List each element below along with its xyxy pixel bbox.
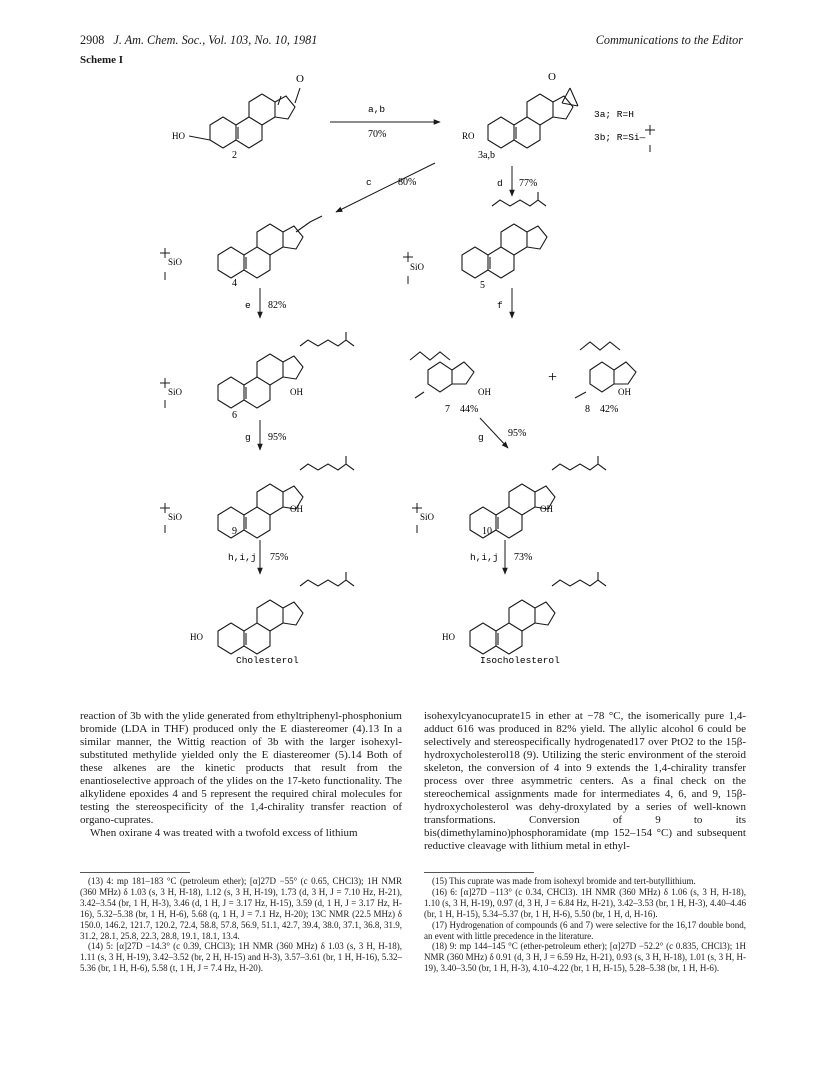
body-column-right bbox=[424, 710, 746, 854]
footnote-17: (17) Hydrogenation of compounds (6 and 7) were selective for the 16,17 double bond, an event with little precedence in the literature. bbox=[424, 919, 746, 941]
label-5: 5 bbox=[480, 280, 485, 291]
arrow-g-right-reagent: g bbox=[478, 432, 484, 443]
arrow-e-reagent: e bbox=[245, 300, 251, 311]
label-3a: 3a; R=H bbox=[594, 109, 634, 120]
arrow-g-left-yield: 95% bbox=[268, 432, 287, 443]
oh-label-7: OH bbox=[478, 387, 491, 397]
label-3b: 3b; R=Si— bbox=[594, 132, 646, 143]
scheme-title: Scheme I bbox=[80, 54, 124, 66]
body-paragraph: reaction of 3b with the ylide generated from ethyltriphenyl-phosphonium bromide (LDA in THF) produced only the E diastereomer (4).13 In a similar manner, the Wittig reaction of 3b with the larger isohexyl-substituted methylide yielded only the E diastereomer (5).14 Both of these alkenes are the kinetic products that result from the enantioselective approach of the ylides on the 17-keto functionality. The alkylidene epoxides 4 and 5 represent the required chiral molecules for testing the stereospecificity of the 1,4-chirality transfer reaction of organo-cuprates. bbox=[80, 710, 402, 827]
footnotes-right bbox=[424, 876, 746, 974]
arrow-hij-left-reagent: h,i,j bbox=[228, 552, 257, 563]
arrow-g-left-reagent: g bbox=[245, 432, 251, 443]
label-4: 4 bbox=[232, 278, 237, 289]
arrow-ab-yield: 70% bbox=[368, 129, 387, 140]
label-cholesterol: Cholesterol bbox=[236, 655, 299, 666]
footnote-18: (18) 9: mp 144–145 °C (ether-petroleum ether); [α]27D −52.2° (c 0.835, CHCl3); 1H NMR (360 MHz) δ 0.91 (d, 3 H, J = 6.59 Hz, H-21), 0.93 (s, 3 H, H-18), 1.01 (s, 3 H, H-19), 3.40–3.50 (br, 1 H, H-3), 4.10–4.22 (br, 1 H, H-15), 5.28–5.38 (br, 1 H, H-6). bbox=[424, 941, 746, 974]
sio-label-6: SiO bbox=[168, 387, 183, 397]
footnote-15: (15) This cuprate was made from isohexyl bromide and tert-butyllithium. bbox=[432, 876, 696, 886]
label-9: 9 bbox=[232, 526, 237, 537]
oh-label-9: OH bbox=[290, 504, 303, 514]
arrow-hij-right-reagent: h,i,j bbox=[470, 552, 499, 563]
oh-label-8: OH bbox=[618, 387, 631, 397]
arrow-c-reagent: c bbox=[366, 177, 372, 188]
label-7: 7 bbox=[445, 404, 450, 415]
compound-9-structure bbox=[160, 456, 354, 538]
arrow-c bbox=[336, 163, 435, 212]
arrow-g-right-yield: 95% bbox=[508, 428, 527, 439]
section-title: Communications to the Editor bbox=[595, 33, 743, 47]
body-column-left bbox=[80, 710, 402, 840]
oh-label-10: OH bbox=[540, 504, 553, 514]
compound-2-structure bbox=[172, 73, 304, 148]
compound-4-structure bbox=[160, 216, 322, 280]
arrow-f-reagent: f bbox=[497, 300, 503, 311]
body-paragraph: When oxirane 4 was treated with a twofold excess of lithium bbox=[90, 827, 358, 840]
sio-label-9: SiO bbox=[168, 512, 183, 522]
ho-label-chol: HO bbox=[190, 632, 203, 642]
compound-6-structure bbox=[160, 332, 354, 408]
label-10: 10 bbox=[482, 526, 492, 537]
compound-5-structure bbox=[403, 192, 547, 284]
footnote-rule-left bbox=[80, 872, 190, 873]
footnote-16: (16) 6: [α]27D −113° (c 0.34, CHCl3). 1H NMR (360 MHz) δ 1.06 (s, 3 H, H-18), 1.10 (s, 3 H, H-19), 0.97 (d, 3 H, J = 6.84 Hz, H-21), 3.42–3.53 (br, 1 H, H-3), 4.40–4.46 (br, 1 H, H-15), 5.34–5.37 (br, 1 H, H-6), 5.50 (br, 1 H, d, H-16). bbox=[424, 886, 746, 919]
body-paragraph: isohexylcyanocuprate15 in ether at −78 °C, the isomerically pure 1,4-adduct 616 was produced in 82% yield. The allylic alcohol 6 could be selectively and stereospecifically hydrogenated17 over PtO2 to the 15β-hydroxycholesterol18 (9). Utilizing the steric environment of the steroid skeleton, the conversion of 4 into 9 extends the 1,4-chirality transfer process over three asymmetric centers. As a final check on the stereochemical assignments made for intermediates 4, 6, and 9, 15β-hydroxycholesterol was dehy-droxylated by a series of well-known transformations. Conversion of 9 to its bis(dimethylamino)phosphoramidate (mp 152–154 °C) and subsequent reductive cleavage with lithium metal in ethyl- bbox=[424, 710, 746, 853]
sio-label-4: SiO bbox=[168, 257, 183, 267]
label-3ab: 3a,b bbox=[478, 150, 495, 161]
oxo-label-3: O bbox=[548, 71, 556, 83]
arrow-d-yield: 77% bbox=[519, 178, 538, 189]
journal-citation: J. Am. Chem. Soc., Vol. 103, No. 10, 1981 bbox=[113, 33, 318, 47]
isocholesterol-structure bbox=[442, 572, 606, 654]
ho-label: HO bbox=[172, 131, 185, 141]
compound-3ab-structure bbox=[462, 71, 578, 148]
footnote-13: (13) 4: mp 181–183 °C (petroleum ether); [α]27D −55° (c 0.65, CHCl3); 1H NMR (360 MHz) δ 1.03 (s, 3 H, H-18), 1.12 (s, 3 H, H-19), 1.73 (d, 3 H, J = 7.10 Hz, H-21), 3.42–3.54 (br, 1 H, H-3), 3.46 (d, 1 H, J = 3.17 Hz, H-15), 3.59 (d, 1 H, J = 3.17 Hz, H-16), 5.32–5.38 (br, 1 H, H-6), 5.68 (q, 1 H, J = 7.1 Hz, H-20); 13C NMR (22.5 MHz) δ 150.0, 146.2, 121.7, 120.2, 72.4, 58.8, 57.8, 56.9, 51.1, 42.7, 39.4, 38.0, 37.1, 36.8, 31.9, 31.2, 28.1, 25.8, 22.3, 28.8, 19.1, 18.1, 13.4. bbox=[80, 876, 402, 941]
sio-label-5: SiO bbox=[410, 262, 425, 272]
ro-label: RO bbox=[462, 131, 475, 141]
footnotes-left bbox=[80, 876, 402, 974]
arrow-c-yield: 80% bbox=[398, 177, 417, 188]
oxo-label: O bbox=[296, 73, 304, 85]
arrow-g-right bbox=[480, 418, 508, 448]
label-isocholesterol: Isocholesterol bbox=[480, 655, 560, 666]
arrow-hij-right-yield: 73% bbox=[514, 552, 533, 563]
compound-10-structure bbox=[412, 456, 606, 538]
footnote-rule-right bbox=[424, 872, 534, 873]
compound-7-structure bbox=[410, 352, 474, 398]
arrow-e-yield: 82% bbox=[268, 300, 287, 311]
page-number: 2908 bbox=[80, 33, 105, 47]
plus-sign: + bbox=[548, 369, 558, 386]
oh-label-6: OH bbox=[290, 387, 303, 397]
ho-label-iso: HO bbox=[442, 632, 455, 642]
arrow-ab-reagent: a,b bbox=[368, 104, 386, 115]
sio-label-10: SiO bbox=[420, 512, 435, 522]
label-6: 6 bbox=[232, 410, 237, 421]
arrow-d-reagent: d bbox=[497, 178, 503, 189]
yield-7: 44% bbox=[460, 404, 479, 415]
label-2: 2 bbox=[232, 150, 237, 161]
yield-8: 42% bbox=[600, 404, 619, 415]
footnote-14: (14) 5: [α]27D −14.3° (c 0.39, CHCl3); 1H NMR (360 MHz) δ 1.03 (s, 3 H, H-18), 1.11 (s, 3 H, H-19), 3.42–3.52 (br, 2 H, H-15) and H-3), 3.57–3.61 (br, 1 H, H-16), 5.32–5.36 (br, 1 H, H-6), 5.58 (t, 1 H, J = 7.4 Hz, H-20). bbox=[80, 941, 402, 974]
cholesterol-structure bbox=[190, 572, 354, 654]
label-8: 8 bbox=[585, 404, 590, 415]
arrow-hij-left-yield: 75% bbox=[270, 552, 289, 563]
